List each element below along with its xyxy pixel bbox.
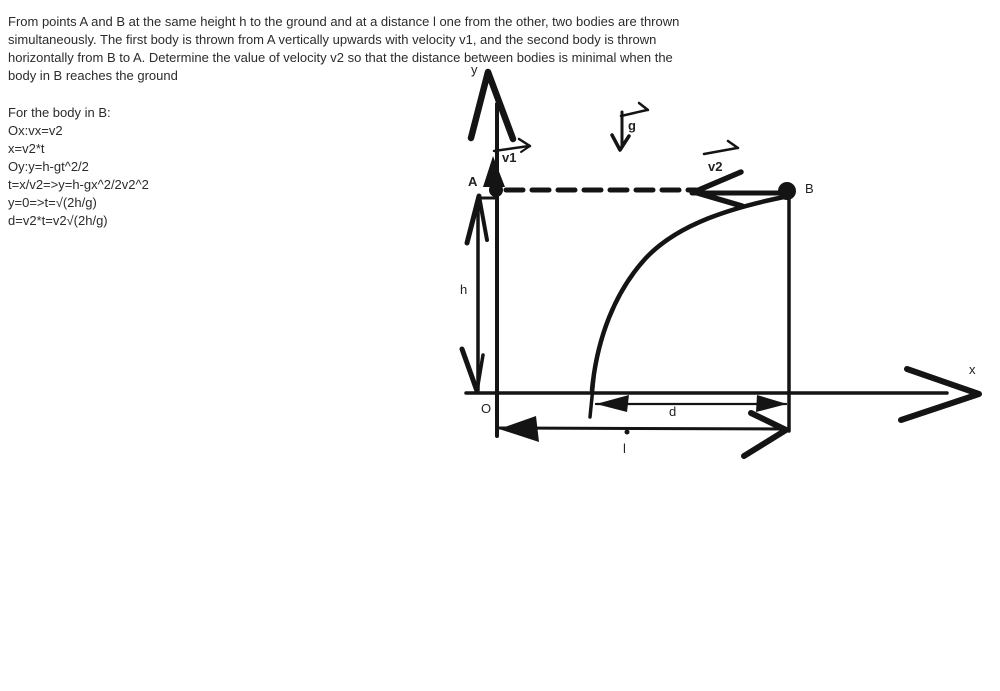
x-axis — [466, 369, 979, 420]
solution-line: Ox:vx=v2 — [8, 123, 63, 138]
problem-line: horizontally from B to A. Determine the value of velocity v2 so that the distance between bodies is minimal when the — [8, 50, 673, 65]
label-velocity-v1: v1 — [502, 150, 517, 165]
problem-line: From points A and B at the same height h to the ground and at a distance l one from the other, two bodies are thrown — [8, 14, 680, 29]
point-a-dot — [489, 183, 503, 197]
solution-line: x=v2*t — [8, 141, 45, 156]
label-velocity-v2: v2 — [708, 159, 723, 174]
y-axis-arrowhead — [471, 72, 513, 139]
l-measure — [499, 413, 786, 456]
problem-line: body in B reaches the ground — [8, 68, 178, 83]
label-distance-d: d — [669, 404, 677, 419]
label-x-axis: x — [969, 362, 976, 377]
label-height-h: h — [460, 282, 468, 297]
problem-line: simultaneously. The first body is thrown from A vertically upwards with velocity v1, and the second body is thrown — [8, 32, 657, 47]
trajectory-curve — [592, 197, 784, 390]
solution-line: Oy:y=h-gt^2/2 — [8, 159, 89, 174]
v2-label-overbar-arrow — [704, 141, 738, 154]
solution-line: d=v2*t=v2√(2h/g) — [8, 213, 108, 228]
solution-line: y=0=>t=√(2h/g) — [8, 195, 97, 210]
label-distance-l: l — [623, 441, 626, 456]
d-measure — [596, 395, 787, 412]
label-point-b: B — [805, 181, 814, 196]
l-mid-dot — [625, 430, 630, 435]
solution-line: t=x/v2=>y=h-gx^2/2v2^2 — [8, 177, 149, 192]
label-gravity-g: g — [628, 118, 636, 133]
label-point-a: A — [468, 174, 478, 189]
solution-heading: For the body in B: — [8, 105, 111, 120]
label-y-axis: y — [471, 62, 478, 77]
label-origin: O — [481, 401, 492, 416]
